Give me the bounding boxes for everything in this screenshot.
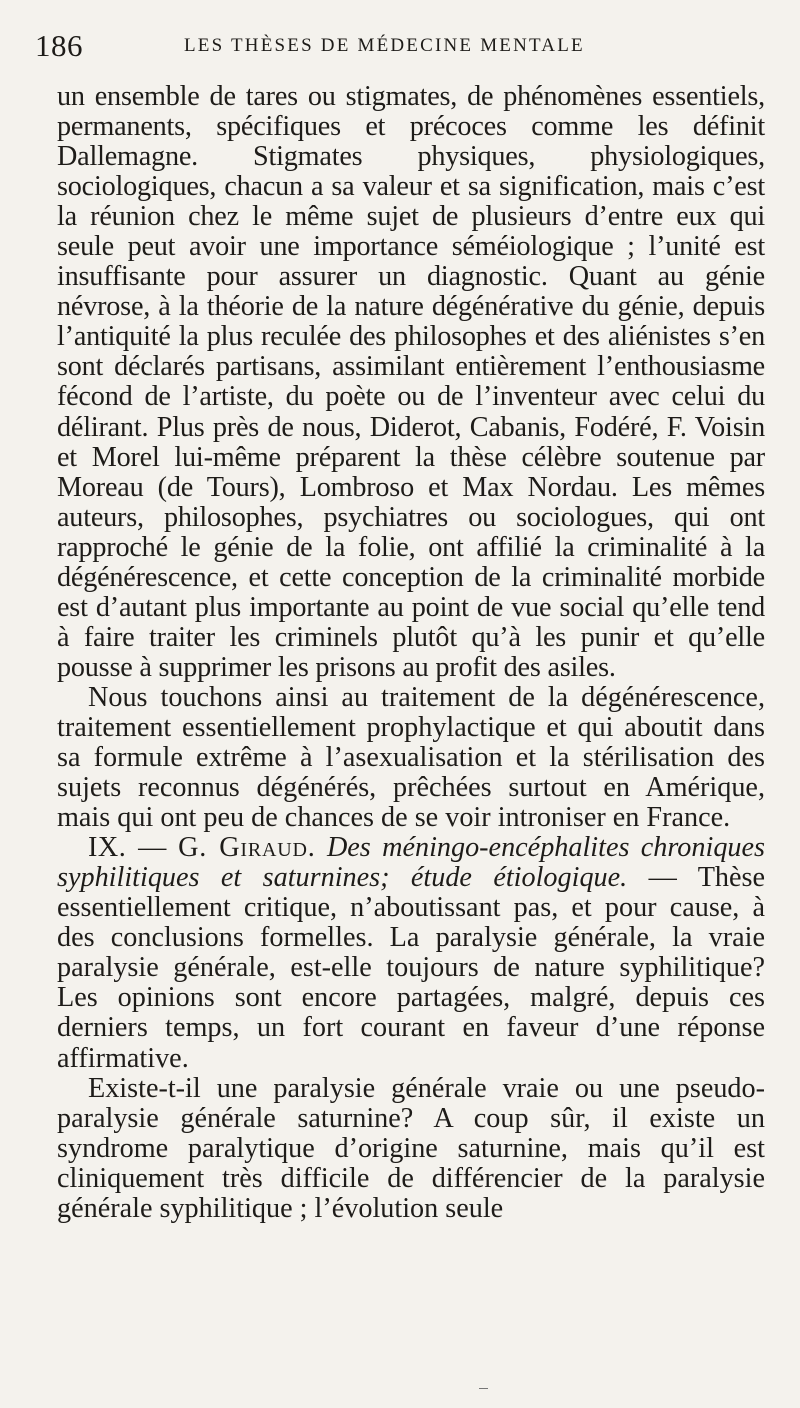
body-text bbox=[57, 82, 765, 1224]
entry-number: IX. — bbox=[88, 832, 167, 864]
paragraph-1: un ensemble de tares ou stigmates, de phénomènes essentiels, permanents, spécifiques et précoces comme les définit Dallemagne. Stigmates physiques, physiologiques, sociologiques, chacun a sa valeur et sa signification, mais c’est la réunion chez le même sujet de plusieurs d’entre eux qui seule peut avoir une importance séméiologique ; l’unité est insuffisante pour assurer un diagnostic. Quant au génie névrose, à la théorie de la nature dégénérative du génie, depuis l’antiquité la plus reculée des philosophes et des aliénistes s’en sont déclarés partisans, assimilant entièrement l’enthousiasme fécond de l’artiste, du poète ou de l’inventeur avec celui du délirant. Plus près de nous, Diderot, Cabanis, Fodéré, F. Voisin et Morel lui-même préparent la thèse célèbre soutenue par Moreau (de Tours), Lombroso et Max Nordau. Les mêmes auteurs, philosophes, psychiatres ou sociologues, qui ont rapproché le génie de la folie, ont affilié la criminalité à la dégénérescence, et cette conception de la criminalité morbide est d’autant plus importante au point de vue social qu’elle tend à faire traiter les criminels plutôt qu’à les punir et qu’elle pousse à supprimer les prisons au profit des asiles. bbox=[57, 81, 765, 683]
paragraph-4: Existe-t-il une paralysie générale vraie ou une pseudo-paralysie générale saturnine? A coup sûr, il existe un syndrome paralytique d’origine saturnine, mais qu’il est cliniquement très difficile de différencier de la paralysie générale syphilitique ; l’évolution seule bbox=[57, 1072, 765, 1224]
entry-author: G. Giraud. bbox=[178, 832, 316, 864]
thesis-entry bbox=[57, 833, 765, 1073]
page-mark bbox=[479, 1388, 488, 1389]
running-head: LES THÈSES DE MÉDECINE MENTALE bbox=[184, 35, 585, 56]
entry-title: Des méningo-encéphalites chroniques syphilitiques et saturnines; étude étiologique. bbox=[57, 832, 765, 894]
page-number: 186 bbox=[35, 28, 83, 63]
page-header bbox=[30, 28, 760, 68]
paragraph-2: Nous touchons ainsi au traitement de la dégénérescence, traitement essentiellement prophylactique et qui aboutit dans sa formule extrême à l’asexualisation et la stérilisation des sujets reconnus dégénérés, prêchées surtout en Amérique, mais qui ont peu de chances de se voir introniser en France. bbox=[57, 681, 765, 834]
entry-summary: — Thèse essentiellement critique, n’aboutissant pas, et pour cause, à des conclusions formelles. La paralysie générale, la vraie paralysie générale, est-elle toujours de nature syphilitique? Les opinions sont encore partagées, malgré, depuis ces derniers temps, un fort courant en faveur d’une réponse affirmative. bbox=[57, 862, 765, 1074]
